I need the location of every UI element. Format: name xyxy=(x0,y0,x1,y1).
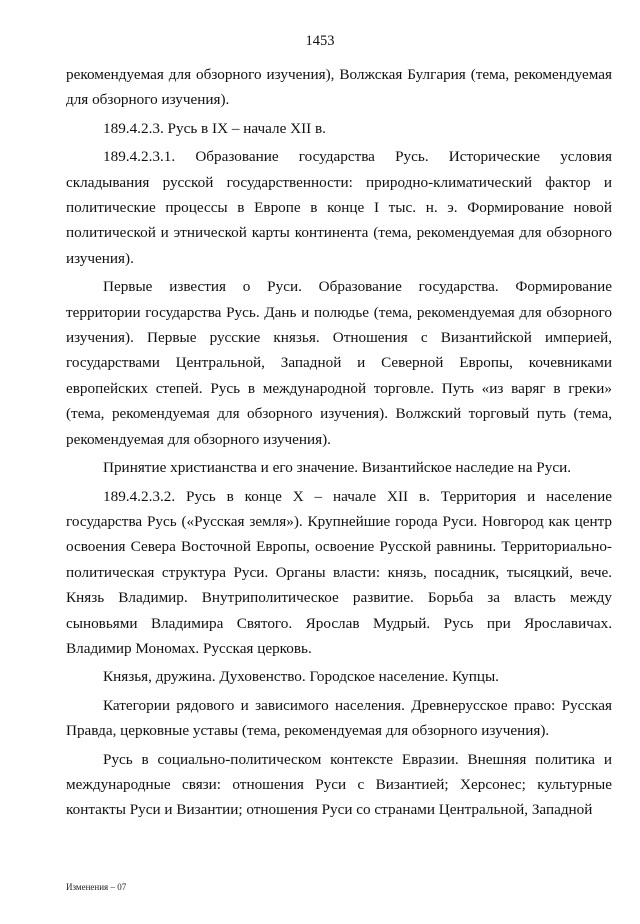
paragraph: 189.4.2.3.1. Образование государства Русь. Исторические условия складывания русской государственности: природно-климатический фактор и политические процессы в Европе в конце I тыс. н. э. Формирование новой политической и этнической карты континента (тема, рекомендуемая для обзорного изучения). xyxy=(66,148,612,267)
paragraph: Первые известия о Руси. Образование государства. Формирование территории государства Русь. Дань и полюдье (тема, рекомендуемая для обзорного изучения). Первые русские князья. Отношения с Византийской империей, государствами Центральной, Западной и Северной Европы, кочевниками европейских степей. Русь в международной торговле. Путь «из варяг в греки» (тема, рекомендуемая для обзорного изучения). Волжский торговый путь (тема, рекомендуемая для обзорного изучения). xyxy=(66,278,612,448)
paragraph: рекомендуемая для обзорного изучения), Волжская Булгария (тема, рекомендуемая для обзорного изучения). xyxy=(66,66,612,109)
paragraph: Принятие христианства и его значение. Византийское наследие на Руси. xyxy=(103,459,571,477)
paragraph: Русь в социально-политическом контексте Евразии. Внешняя политика и международные связи: отношения Руси с Византией; Херсонес; культурные контакты Руси и Византии; отношения Руси со странами Центральной, Западной xyxy=(66,750,612,819)
paragraph: Категории рядового и зависимого населения. Древнерусское право: Русская Правда, церковные уставы (тема, рекомендуемая для обзорного изучения). xyxy=(66,696,612,740)
paragraph: Князья, дружина. Духовенство. Городское население. Купцы. xyxy=(103,668,499,686)
document-body xyxy=(66,62,612,826)
footer-revision: Изменения – 07 xyxy=(66,882,127,892)
page-number: 1453 xyxy=(305,33,335,49)
paragraph: 189.4.2.3.2. Русь в конце X – начале XII в. Территория и население государства Русь («Русская земля»). Крупнейшие города Руси. Новгород как центр освоения Севера Восточной Европы, освоение Русской равнины. Территориально-политическая структура Руси. Органы власти: князь, посадник, тысяцкий, вече. Князь Владимир. Внутриполитическое развитие. Борьба за власть между сыновьями Владимира Святого. Ярослав Мудрый. Русь при Ярославичах. Владимир Мономах. Русская церковь. xyxy=(66,487,612,657)
section-heading: 189.4.2.3. Русь в IX – начале XII в. xyxy=(103,119,326,137)
